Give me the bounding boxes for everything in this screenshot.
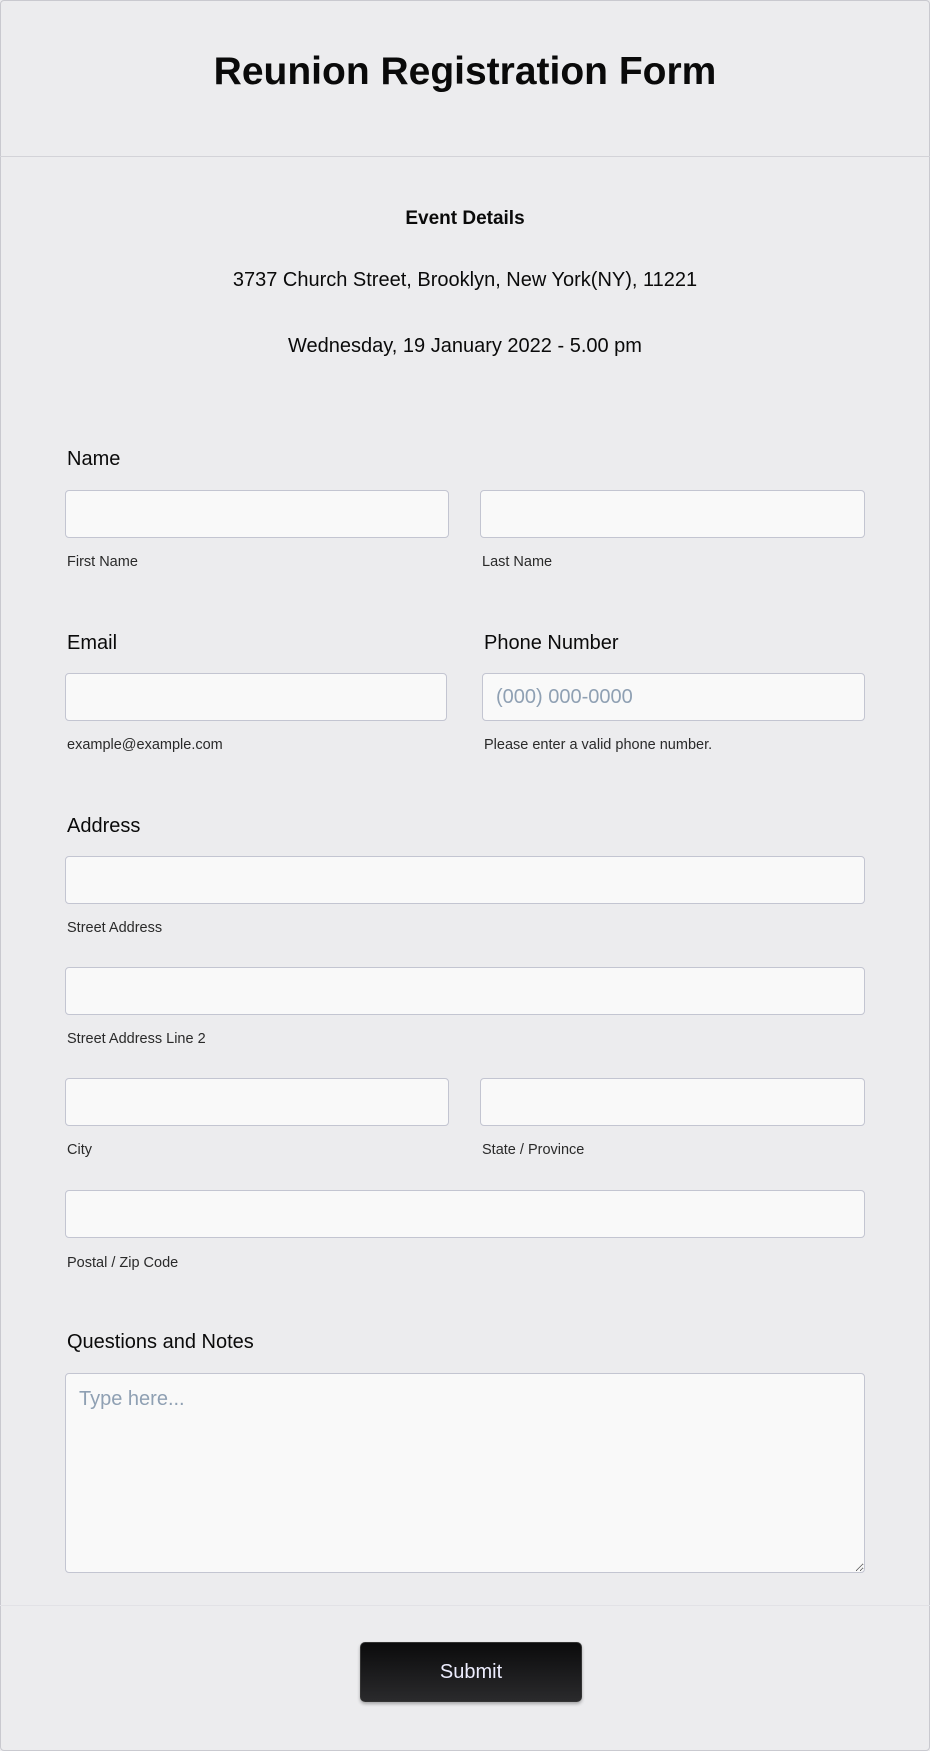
event-datetime: Wednesday, 19 January 2022 - 5.00 pm — [288, 335, 642, 357]
page-title: Reunion Registration Form — [213, 50, 717, 93]
phone-sublabel: Please enter a valid phone number. — [484, 737, 713, 753]
header-divider — [0, 156, 930, 157]
notes-label: Questions and Notes — [67, 1331, 254, 1353]
first-name-input[interactable] — [65, 490, 449, 538]
email-label: Email — [67, 632, 118, 654]
zip-code-input[interactable] — [65, 1190, 865, 1238]
city-sublabel: City — [67, 1142, 92, 1158]
submit-button[interactable]: Submit — [360, 1642, 582, 1702]
phone-label: Phone Number — [484, 632, 619, 654]
last-name-sublabel: Last Name — [482, 554, 553, 570]
address-label: Address — [67, 815, 141, 837]
notes-textarea[interactable] — [65, 1373, 865, 1573]
state-input[interactable] — [480, 1078, 865, 1126]
state-sublabel: State / Province — [482, 1142, 585, 1158]
email-sublabel: example@example.com — [67, 737, 223, 753]
phone-input[interactable] — [482, 673, 865, 721]
first-name-sublabel: First Name — [67, 554, 138, 570]
name-label: Name — [67, 448, 121, 470]
street-address-line2-sublabel: Street Address Line 2 — [67, 1031, 206, 1047]
zip-code-sublabel: Postal / Zip Code — [67, 1255, 179, 1271]
street-address-line2-input[interactable] — [65, 967, 865, 1015]
last-name-input[interactable] — [480, 490, 865, 538]
street-address-input[interactable] — [65, 856, 865, 904]
street-address-sublabel: Street Address — [67, 920, 163, 936]
event-address: 3737 Church Street, Brooklyn, New York(NY), 11221 — [232, 269, 698, 291]
event-details-heading: Event Details — [405, 208, 525, 229]
email-input[interactable] — [65, 673, 447, 721]
footer-divider — [0, 1605, 930, 1606]
city-input[interactable] — [65, 1078, 449, 1126]
